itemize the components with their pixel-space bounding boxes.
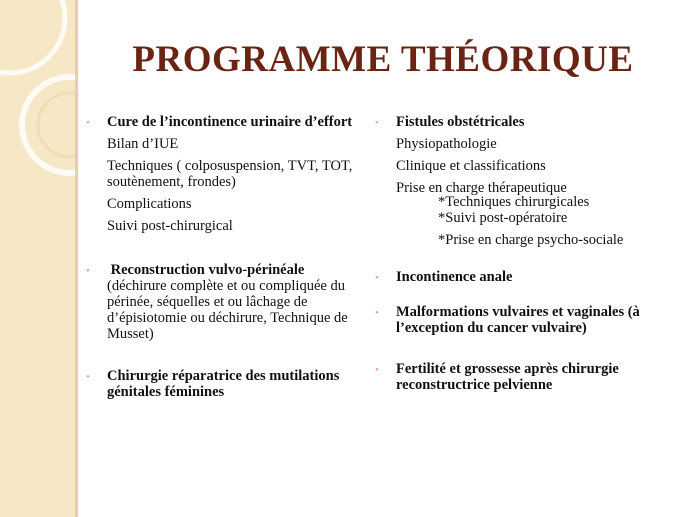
sub-item: Physiopathologie <box>396 136 497 152</box>
item-heading: Incontinence anale <box>396 269 513 285</box>
item-heading: Chirurgie réparatrice des mutilations génitales féminines <box>107 368 340 400</box>
right-column <box>375 114 680 393</box>
left-column <box>86 114 376 400</box>
sidebar-arcs-decoration <box>0 0 77 517</box>
item-body: (déchirure complète et ou compliquée du périnée, séquelles et ou lâchage de d’épisiotomie ou déchirure, Technique de Musset) <box>107 278 348 342</box>
list-item <box>375 361 680 393</box>
decorative-sidebar <box>0 0 78 517</box>
sub-item: Prise en charge thérapeutique <box>396 180 567 196</box>
list-item <box>86 114 376 130</box>
bullet-icon: • <box>86 117 90 129</box>
sub-item: Clinique et classifications <box>396 158 546 174</box>
list-item <box>86 262 376 342</box>
list-item <box>86 368 376 400</box>
sub-item: Bilan d’IUE <box>107 136 179 152</box>
sub-item: Complications <box>107 196 192 212</box>
item-heading: Malformations vulvaires et vaginales (à l’exception du cancer vulvaire) <box>396 304 640 336</box>
sub-sub-item: *Techniques chirurgicales <box>438 194 590 210</box>
list-item <box>375 114 680 130</box>
item-heading: Fertilité et grossesse après chirurgie reconstructrice pelvienne <box>396 361 619 393</box>
bullet-icon: • <box>375 117 379 129</box>
item-heading: Fistules obstétricales <box>396 114 525 130</box>
bullet-icon: • <box>375 364 379 376</box>
bullet-icon: • <box>375 307 379 319</box>
bullet-icon: • <box>86 265 90 277</box>
list-item <box>375 269 680 285</box>
bullet-icon: • <box>375 272 379 284</box>
page-title: PROGRAMME THÉORIQUE <box>132 39 634 80</box>
bullet-icon: • <box>86 371 90 383</box>
sub-item: Techniques ( colposuspension, TVT, TOT, soutènement, frondes) <box>107 158 353 190</box>
list-item <box>375 304 680 336</box>
sub-sub-item: *Prise en charge psycho-sociale <box>438 232 624 248</box>
item-heading: Reconstruction vulvo-périnéale <box>107 262 305 278</box>
item-heading: Cure de l’incontinence urinaire d’effort <box>107 114 353 130</box>
sub-sub-item: *Suivi post-opératoire <box>438 210 568 226</box>
sub-item: Suivi post-chirurgical <box>107 218 233 234</box>
